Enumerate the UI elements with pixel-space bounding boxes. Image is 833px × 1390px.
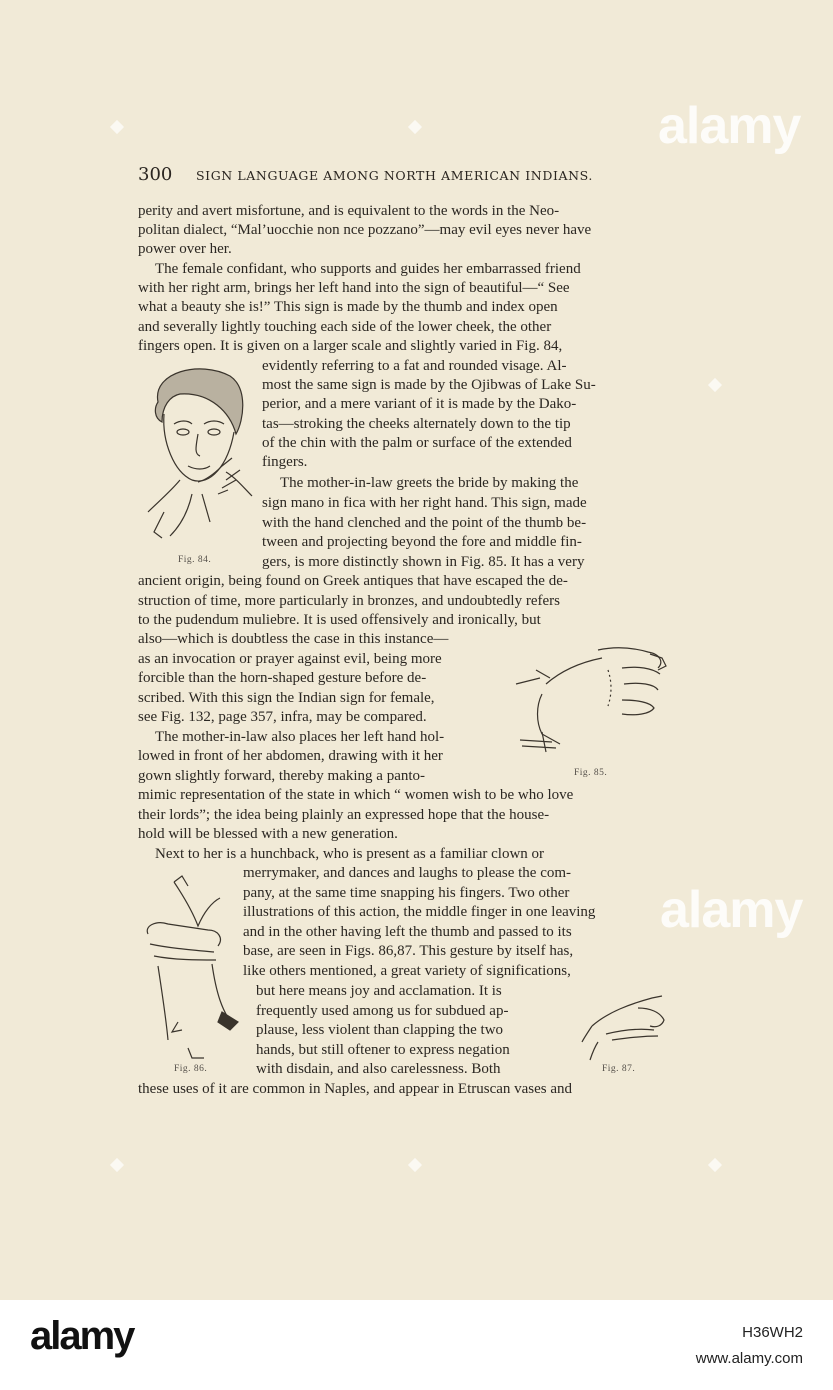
image-id: H36WH2 — [742, 1324, 803, 1341]
text-line: merrymaker, and dances and laughs to please the com- — [243, 865, 572, 881]
watermark-mark — [708, 378, 722, 392]
stock-footer — [0, 1300, 833, 1390]
text-line: these uses of it are common in Naples, and appear in Etruscan vases and — [138, 1081, 573, 1097]
text-line: evidently referring to a fat and rounded visage. Al- — [262, 358, 567, 374]
watermark-mark — [110, 120, 124, 134]
text-line: power over her. — [138, 241, 232, 257]
text-line: lowed in front of her abdomen, drawing with it her — [138, 748, 443, 764]
page-header — [138, 162, 638, 186]
text-line: perity and avert misfortune, and is equivalent to the words in the Neo- — [138, 203, 560, 219]
text-line: tas—stroking the cheeks alternately down to the tip — [262, 416, 571, 432]
text-line: Next to her is a hunchback, who is present as a familiar clown or — [155, 846, 545, 862]
fig-85-hand-illustration — [512, 642, 674, 762]
text-line: what a beauty she is!” This sign is made by the thumb and index open — [138, 299, 558, 315]
text-line: struction of time, more particularly in bronzes, and undoubtedly refers — [138, 593, 560, 609]
page-number: 300 — [138, 164, 173, 185]
text-line: and in the other having left the thumb and passed to its — [243, 924, 572, 940]
text-line: to the pudendum muliebre. It is used offensively and ironically, but — [138, 612, 541, 628]
text-line: gers, is more distinctly shown in Fig. 85. It has a very — [262, 554, 585, 570]
text-line: sign mano in fica with her right hand. This sign, made — [262, 495, 587, 511]
watermark-mark — [408, 120, 422, 134]
text-line: forcible than the horn-shaped gesture before de- — [138, 670, 427, 686]
site-url: www.alamy.com — [695, 1350, 803, 1367]
text-line: frequently used among us for subdued ap- — [256, 1003, 509, 1019]
text-line: tween and projecting beyond the fore and middle fin- — [262, 534, 582, 550]
alamy-logo: alamy — [30, 1314, 134, 1358]
text-line: hold will be blessed with a new generation. — [138, 826, 398, 842]
text-line: plause, less violent than clapping the two — [256, 1022, 504, 1038]
text-line: like others mentioned, a great variety of significations, — [243, 963, 571, 979]
fig-84-caption: Fig. 84. — [178, 555, 212, 565]
fig-84-face-illustration — [140, 362, 258, 552]
text-line: The mother-in-law greets the bride by making the — [280, 475, 579, 491]
text-line: their lords”; the idea being plainly an expressed hope that the house- — [138, 807, 550, 823]
text-line: with disdain, and also carelessness. Both — [256, 1061, 501, 1077]
text-line: see Fig. 132, page 357, infra, may be compared. — [138, 709, 427, 725]
watermark-mark — [110, 1158, 124, 1172]
text-line: also—which is doubtless the case in this instance— — [138, 631, 449, 647]
text-line: hands, but still oftener to express negation — [256, 1042, 510, 1058]
text-line: pany, at the same time snapping his fingers. Two other — [243, 885, 570, 901]
fig-86-hand-illustration — [138, 872, 243, 1062]
text-line: The mother-in-law also places her left hand hol- — [155, 729, 445, 745]
text-line: politan dialect, “Mal’uocchie non nce pozzano”—may evil eyes never have — [138, 222, 592, 238]
text-line: and severally lightly touching each side of the lower cheek, the other — [138, 319, 552, 335]
watermark-mark — [408, 1158, 422, 1172]
text-line: as an invocation or prayer against evil, being more — [138, 651, 442, 667]
text-line: of the chin with the palm or surface of the extended — [262, 435, 572, 451]
text-line: with her right arm, brings her left hand into the sign of beautiful—“ See — [138, 280, 570, 296]
text-line: perior, and a mere variant of it is made by the Dako- — [262, 396, 577, 412]
text-line: most the same sign is made by the Ojibwas of Lake Su- — [262, 377, 596, 393]
text-line: fingers open. It is given on a larger scale and slightly varied in Fig. 84, — [138, 338, 563, 354]
fig-86-caption: Fig. 86. — [174, 1064, 208, 1074]
text-line: scribed. With this sign the Indian sign for female, — [138, 690, 435, 706]
fig-85-caption: Fig. 85. — [574, 768, 608, 778]
fig-87-caption: Fig. 87. — [602, 1064, 636, 1074]
text-line: but here means joy and acclamation. It is — [256, 983, 502, 999]
text-line: gown slightly forward, thereby making a panto- — [138, 768, 426, 784]
text-line: illustrations of this action, the middle finger in one leaving — [243, 904, 596, 920]
watermark-mark — [708, 1158, 722, 1172]
text-line: base, are seen in Figs. 86,87. This gesture by itself has, — [243, 943, 574, 959]
text-line: mimic representation of the state in which “ women wish to be who love — [138, 787, 574, 803]
text-line: with the hand clenched and the point of the thumb be- — [262, 515, 587, 531]
watermark: alamy — [660, 881, 803, 939]
watermark: alamy — [658, 97, 801, 155]
running-title: SIGN LANGUAGE AMONG NORTH AMERICAN INDIANS. — [196, 168, 593, 183]
text-line: fingers. — [262, 454, 308, 470]
text-line: ancient origin, being found on Greek antiques that have escaped the de- — [138, 573, 568, 589]
fig-87-hand-illustration — [576, 990, 672, 1062]
text-line: The female confidant, who supports and guides her embarrassed friend — [155, 261, 581, 277]
